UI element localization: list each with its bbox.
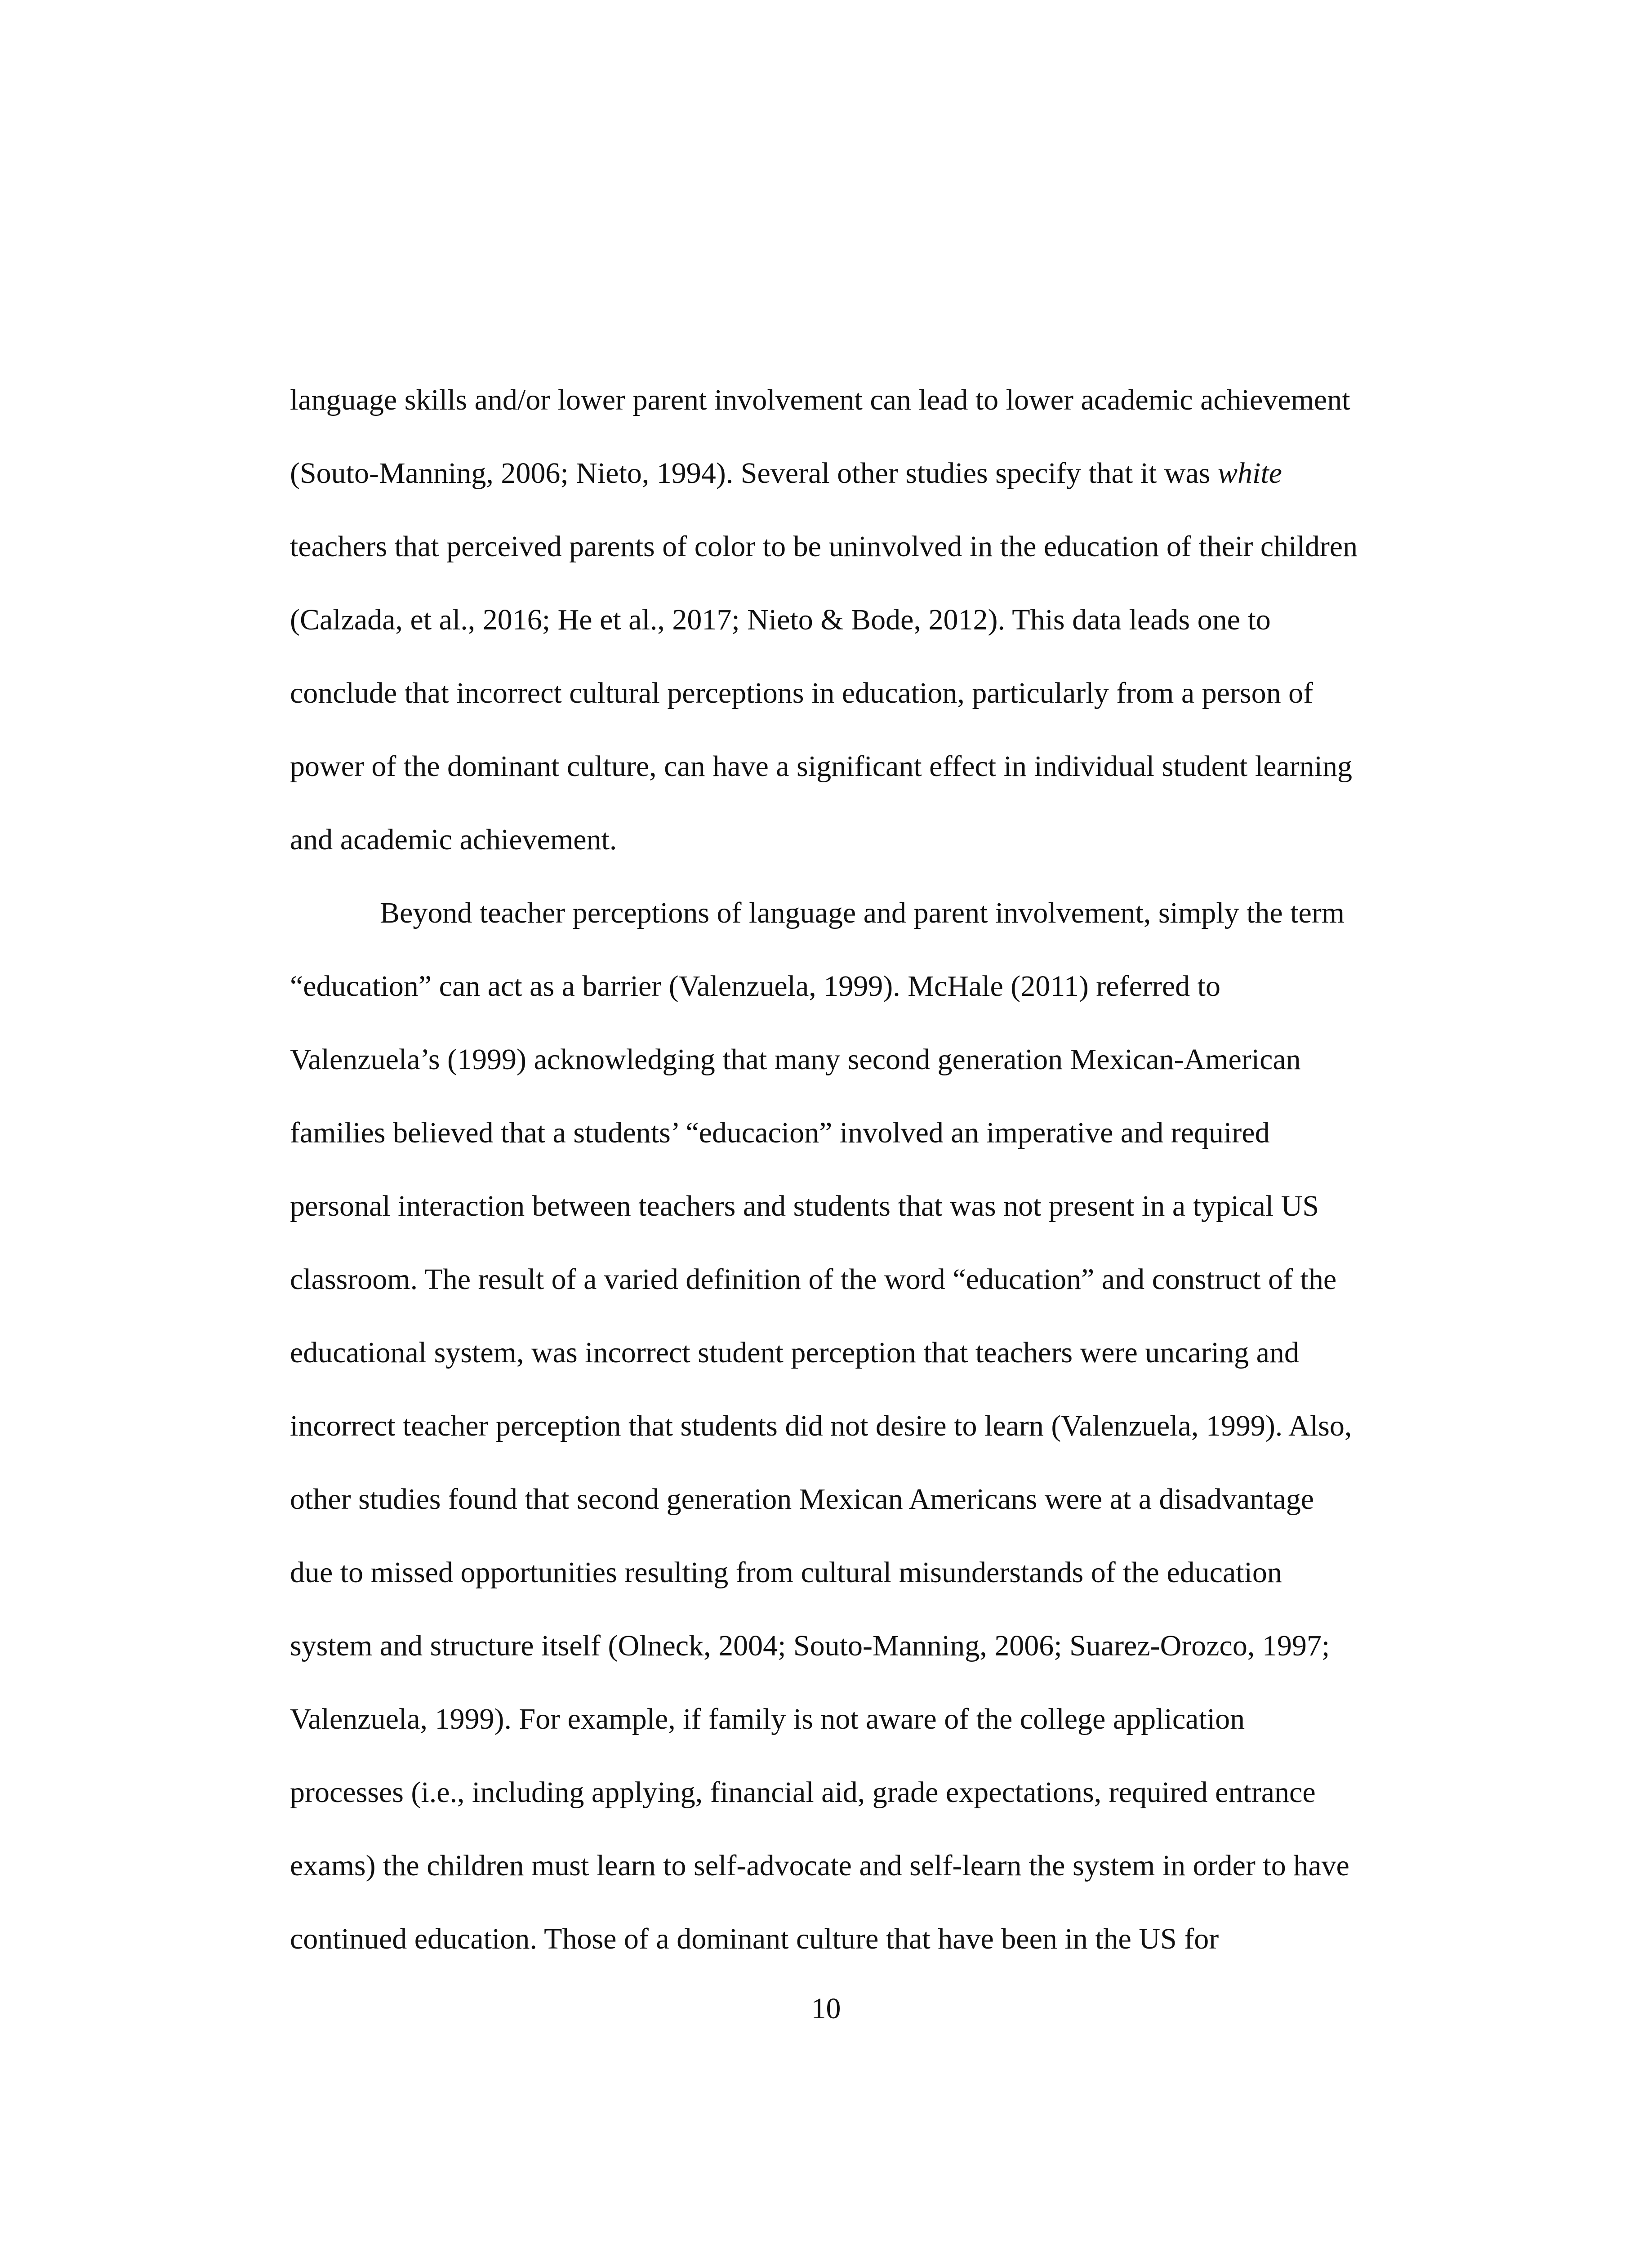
text-line-1: language skills and/or lower parent involvement can lead to lower academic achievement [290,384,1350,416]
text-line-20: processes (i.e., including applying, financial aid, grade expectations, required entrance [290,1776,1316,1809]
text-line-4: (Calzada, et al., 2016; He et al., 2017; Nieto & Bode, 2012). This data leads one to [290,603,1271,636]
page-number: 10 [811,1992,841,2025]
text-line-11: families believed that a students’ “educacion” involved an imperative and required [290,1116,1270,1149]
text-line-19: Valenzuela, 1999). For example, if family is not aware of the college application [290,1703,1245,1735]
text-line-5: conclude that incorrect cultural perceptions in education, particularly from a person of [290,677,1314,709]
text-line-22: continued education. Those of a dominant culture that have been in the US for [290,1922,1219,1955]
text-line-18: system and structure itself (Olneck, 2004; Souto-Manning, 2006; Suarez-Orozco, 1997; [290,1629,1330,1662]
text-line-21: exams) the children must learn to self-advocate and self-learn the system in order to have [290,1849,1349,1882]
text-line-6: power of the dominant culture, can have a significant effect in individual student learning [290,750,1353,783]
text-line-2-start: (Souto-Manning, 2006; Nieto, 1994). Several other studies specify that it was [290,457,1218,490]
text-line-2 [290,437,1450,510]
text-line-3: teachers that perceived parents of color to be uninvolved in the education of their children [290,530,1358,563]
text-line-16: other studies found that second generation Mexican Americans were at a disadvantage [290,1483,1314,1516]
emphasized-word: white [1217,457,1282,490]
text-line-14: educational system, was incorrect student perception that teachers were uncaring and [290,1336,1299,1369]
text-line-7: and academic achievement. [290,823,617,856]
text-line-8-paragraph-start: Beyond teacher perceptions of language and parent involvement, simply the term [380,897,1345,929]
text-line-13: classroom. The result of a varied definition of the word “education” and construct of the [290,1263,1337,1296]
text-line-12: personal interaction between teachers and students that was not present in a typical US [290,1190,1319,1222]
text-line-17: due to missed opportunities resulting from cultural misunderstands of the education [290,1556,1282,1589]
body-text [290,363,1450,1976]
text-line-15: incorrect teacher perception that students did not desire to learn (Valenzuela, 1999). Also, [290,1409,1352,1442]
text-line-9: “education” can act as a barrier (Valenzuela, 1999). McHale (2011) referred to [290,970,1220,1003]
text-line-10: Valenzuela’s (1999) acknowledging that many second generation Mexican-American [290,1043,1301,1076]
